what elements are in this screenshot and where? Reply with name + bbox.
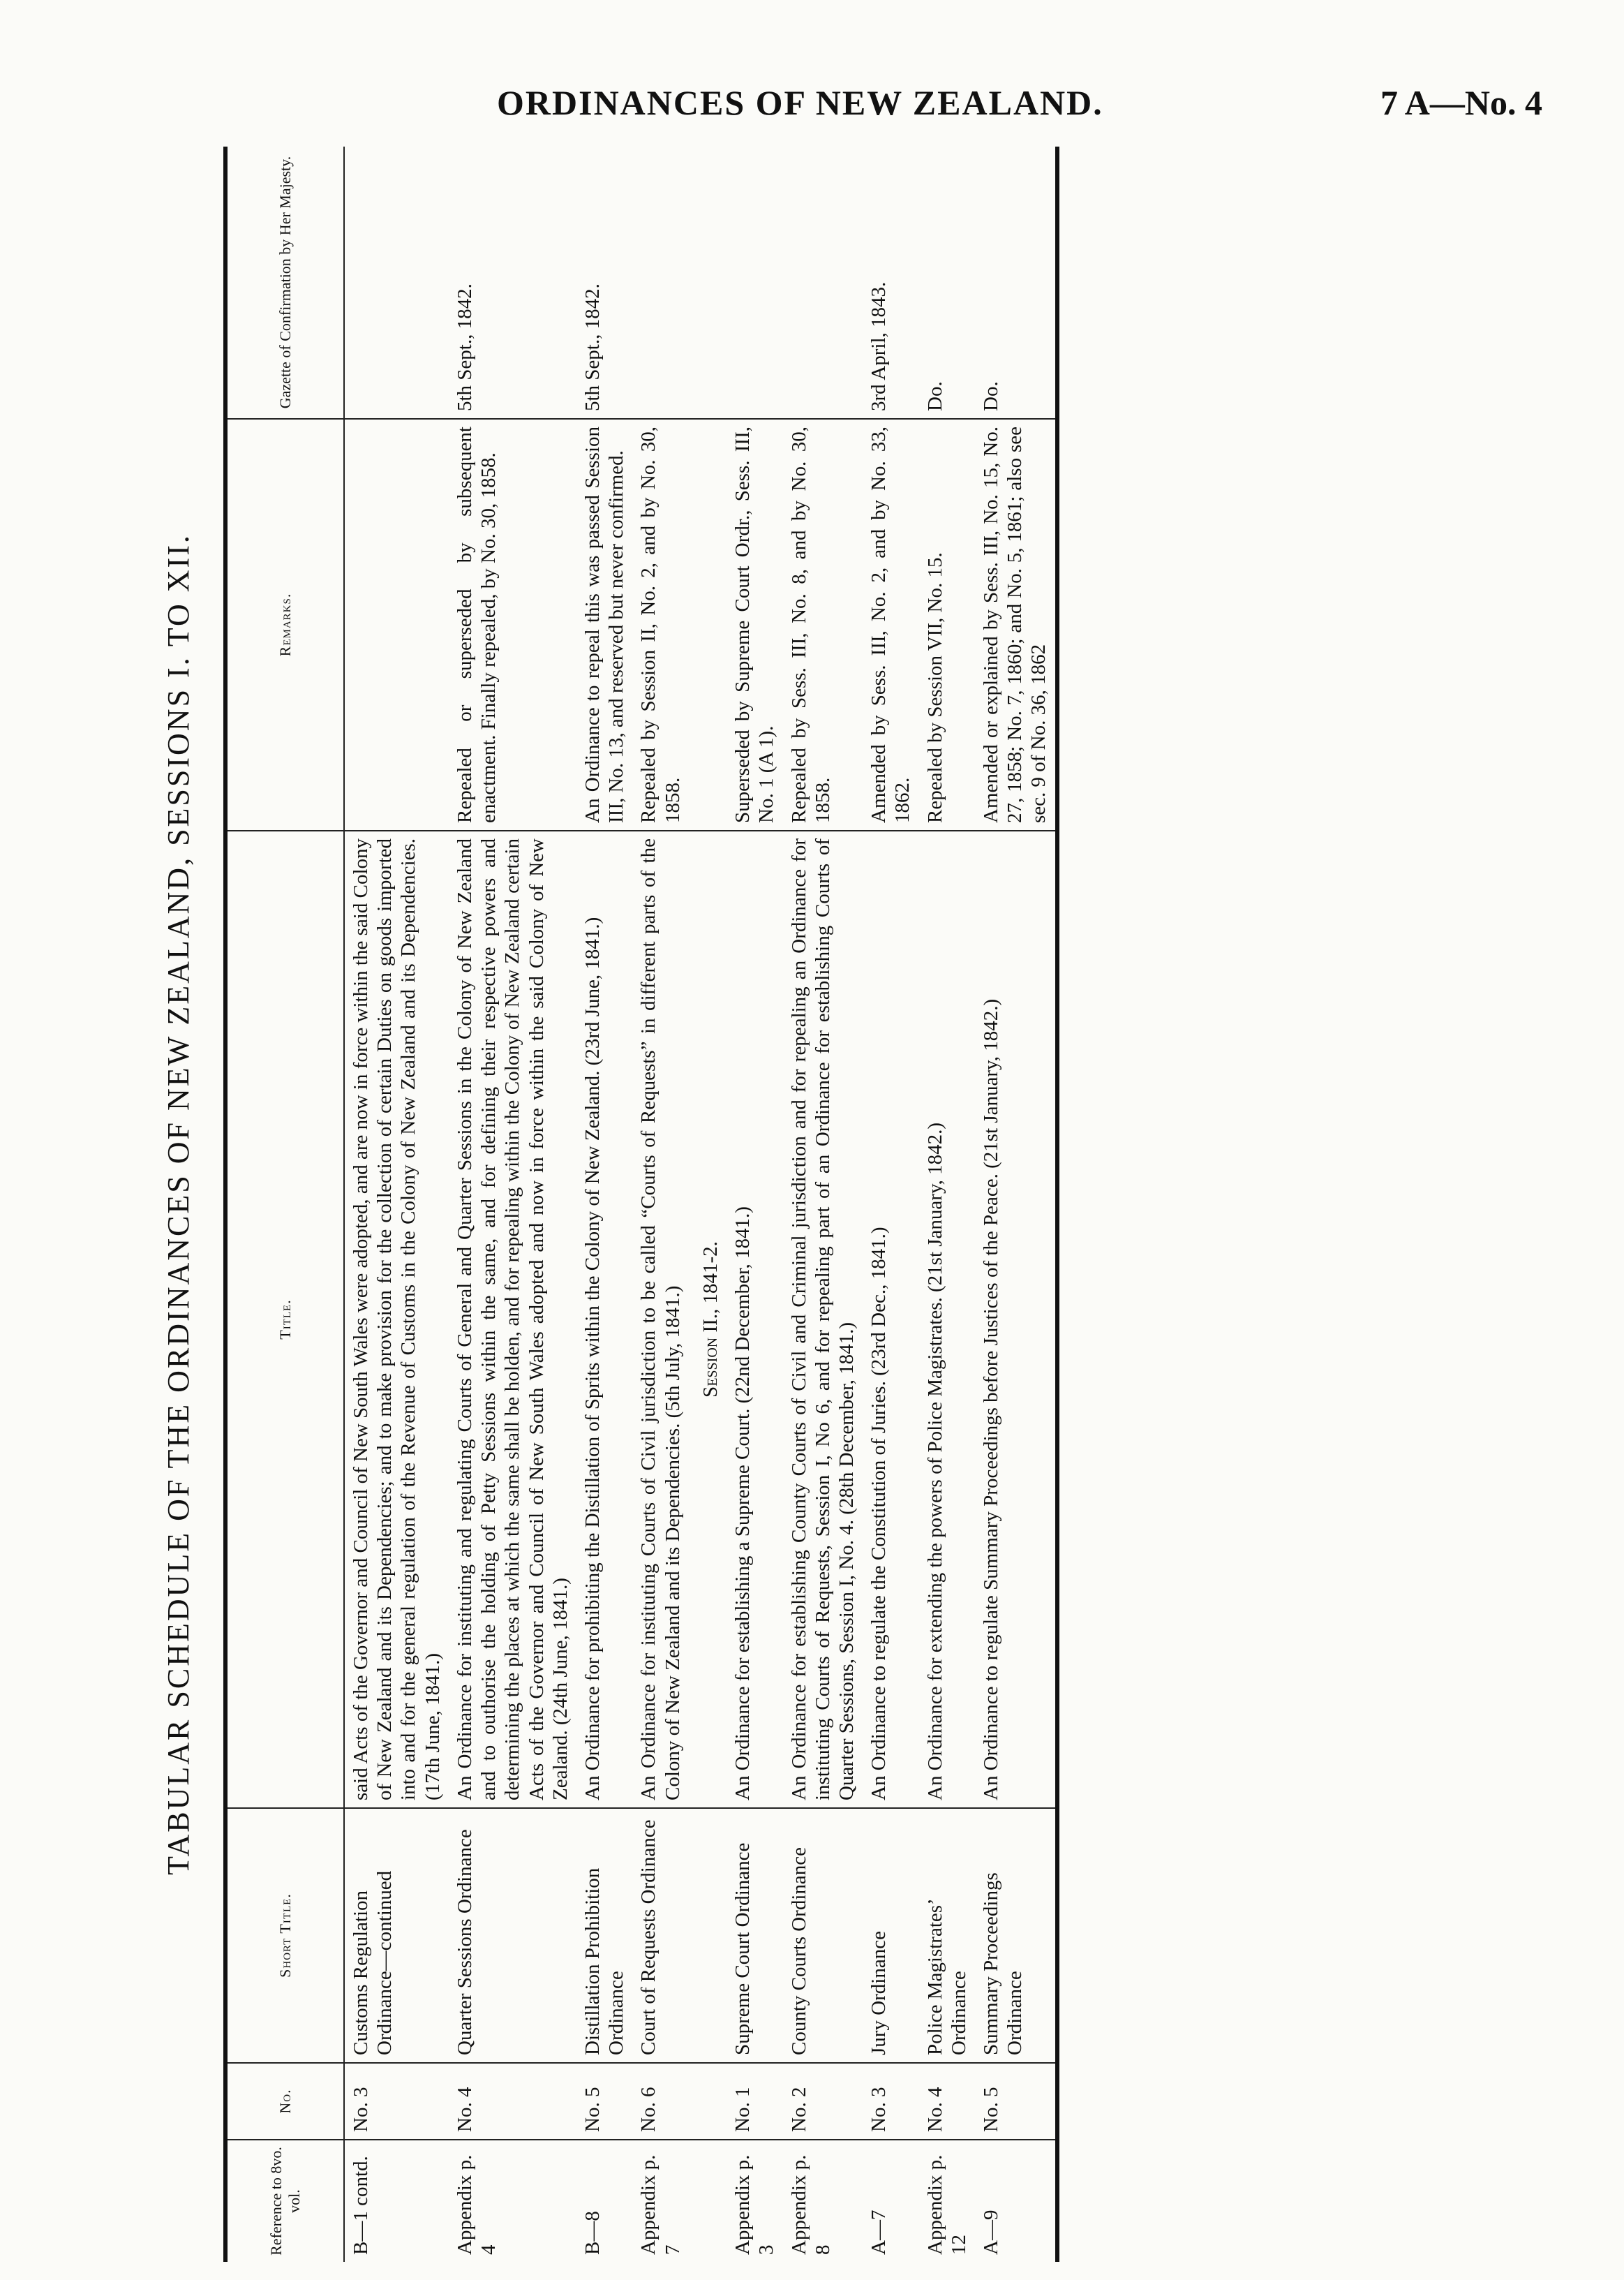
cell-reference: A—9 (975, 2140, 1057, 2262)
table-row (344, 147, 449, 2262)
col-header-no: No. (225, 2063, 344, 2140)
col-header-reference: Reference to 8vo. vol. (225, 2140, 344, 2262)
cell-remarks: An Ordinance to repeal this was passed Session III, No. 13, and reserved but never confirmed. (576, 419, 632, 831)
cell-title: An Ordinance for establishing County Courts of Civil and Criminal jurisdiction and for repealing an Ordinance for instituting Courts of Requests, Session I, No 6, and for repealing part of an Ordinance for establishing Courts of Quarter Sessions, Session I, No. 4. (28th December, 1841.) (783, 831, 863, 1808)
col-header-gazette: Gazette of Confirmation by Her Majesty. (225, 147, 344, 419)
cell-no: No. 2 (783, 2063, 863, 2140)
session-heading-row (689, 147, 727, 2262)
cell-remarks: Amended or explained by Sess. III, No. 15, No. 27, 1858; No. 7, 1860; and No. 5, 1861; also see sec. 9 of No. 36, 1862 (975, 419, 1057, 831)
cell-gazette: Do. (975, 147, 1057, 419)
cell-title: An Ordinance for extending the powers of Police Magistrates. (21st January, 1842.) (919, 831, 975, 1808)
cell-no: No. 4 (449, 2063, 576, 2140)
table-row (449, 147, 576, 2262)
cell-short-title: Police Magistrates’ Ordinance (919, 1808, 975, 2063)
cell-no: No. 5 (576, 2063, 632, 2140)
cell-short-title: Summary Proceedings Ordinance (975, 1808, 1057, 2063)
cell-no: No. 3 (863, 2063, 918, 2140)
cell-title: An Ordinance for instituting Courts of Civil jurisdiction to be called “Courts of Requests” in different parts of the Colony of New Zealand and its Dependencies. (5th July, 1841.) (632, 831, 688, 1808)
rotated-schedule (161, 147, 1452, 2262)
col-header-title: Title. (225, 831, 344, 1808)
cell-title: said Acts of the Governor and Council of New South Wales were adopted, and are now in force within the said Colony of New Zealand and its Dependencies; and to make provision for the collection of certain Duties on goods imported into and for the general regulation of the Revenue of Customs in the Colony of New Zealand and its Dependencies. (17th June, 1841.) (344, 831, 449, 1808)
cell-gazette (632, 147, 688, 419)
cell-no: No. 4 (919, 2063, 975, 2140)
cell-title: An Ordinance to regulate the Constitution of Juries. (23rd Dec., 1841.) (863, 831, 918, 1808)
table-row (975, 147, 1057, 2262)
cell-no: No. 1 (727, 2063, 782, 2140)
session-heading: Session II., 1841-2. (689, 831, 727, 1808)
page-header (0, 77, 1624, 133)
cell-remarks (344, 419, 449, 831)
table-row (863, 147, 918, 2262)
cell-remarks: Amended by Sess. III, No. 2, and by No. 33, 1862. (863, 419, 918, 831)
cell-gazette (727, 147, 782, 419)
cell-title: An Ordinance for prohibiting the Distillation of Sprits within the Colony of New Zealand. (23rd June, 1841.) (576, 831, 632, 1808)
cell-reference: Appendix p. 12 (923, 2154, 970, 2255)
cell-title: An Ordinance for establishing a Supreme Court. (22nd December, 1841.) (727, 831, 782, 1808)
cell-gazette: 5th Sept., 1842. (449, 147, 576, 419)
cell-title: An Ordinance for instituting and regulating Courts of General and Quarter Sessions in the Colony of New Zealand and to outhorise the holding of Petty Sessions within the same, and for defining their respective powers and determining the places at which the same shall be holden, and for repealing within the Colony of New Zealand certain Acts of the Governor and Council of New South Wales adopted and now in force within the said Colony of New Zealand. (24th June, 1841.) (449, 831, 576, 1808)
page-title: ORDINANCES OF NEW ZEALAND. (497, 83, 1103, 122)
table-row (576, 147, 632, 2262)
cell-remarks: Repealed or superseded by subsequent enactment. Finally repealed, by No. 30, 1858. (449, 419, 576, 831)
cell-short-title: Court of Requests Ordinance (632, 1808, 688, 2063)
cell-short-title: Distillation Prohibition Ordinance (576, 1808, 632, 2063)
cell-remarks: Repealed by Session II, No. 2, and by No. 30, 1858. (632, 419, 688, 831)
col-header-short-title: Short Title. (225, 1808, 344, 2063)
cell-no: No. 6 (632, 2063, 688, 2140)
cell-remarks: Superseded by Supreme Court Ordr., Sess. III, No. 1 (A 1). (727, 419, 782, 831)
col-header-remarks: Remarks. (225, 419, 344, 831)
cell-short-title: Jury Ordinance (863, 1808, 918, 2063)
cell-gazette (344, 147, 449, 419)
cell-gazette: Do. (919, 147, 975, 419)
ordinances-table (223, 147, 1059, 2262)
cell-gazette: 3rd April, 1843. (863, 147, 918, 419)
cell-reference: Appendix p. 3 (731, 2154, 778, 2255)
cell-short-title: County Courts Ordinance (783, 1808, 863, 2063)
cell-short-title: Customs Regulation Ordinance—continued (344, 1808, 449, 2063)
cell-reference: B—8 (581, 2211, 604, 2255)
table-row (783, 147, 863, 2262)
cell-title: An Ordinance to regulate Summary Proceedings before Justices of the Peace. (21st January, 1842.) (975, 831, 1057, 1808)
schedule-title: TABULAR SCHEDULE OF THE ORDINANCES OF NEW ZEALAND, SESSIONS I. TO XII. (161, 533, 195, 1875)
cell-reference: Appendix p. 8 (787, 2154, 834, 2255)
cell-reference: Appendix p. 4 (453, 2154, 500, 2255)
cell-short-title: Quarter Sessions Ordinance (449, 1808, 576, 2063)
cell-remarks: Repealed by Sess. III, No. 8, and by No. 30, 1858. (783, 419, 863, 831)
cell-no: No. 5 (975, 2063, 1057, 2140)
cell-no: No. 3 (344, 2063, 449, 2140)
table-header-row (225, 147, 344, 2262)
cell-gazette (783, 147, 863, 419)
cell-short-title: Supreme Court Ordinance (727, 1808, 782, 2063)
table-row (632, 147, 688, 2262)
table-row (727, 147, 782, 2262)
cell-remarks: Repealed by Session VII, No. 15. (919, 419, 975, 831)
table-row (919, 147, 975, 2262)
page-reference: 7 A—No. 4 (1380, 83, 1542, 122)
cell-reference: A—7 (867, 2209, 891, 2255)
cell-reference: Appendix p. 7 (637, 2154, 684, 2255)
cell-reference: B—1 contd. (350, 2156, 372, 2255)
cell-gazette: 5th Sept., 1842. (576, 147, 632, 419)
